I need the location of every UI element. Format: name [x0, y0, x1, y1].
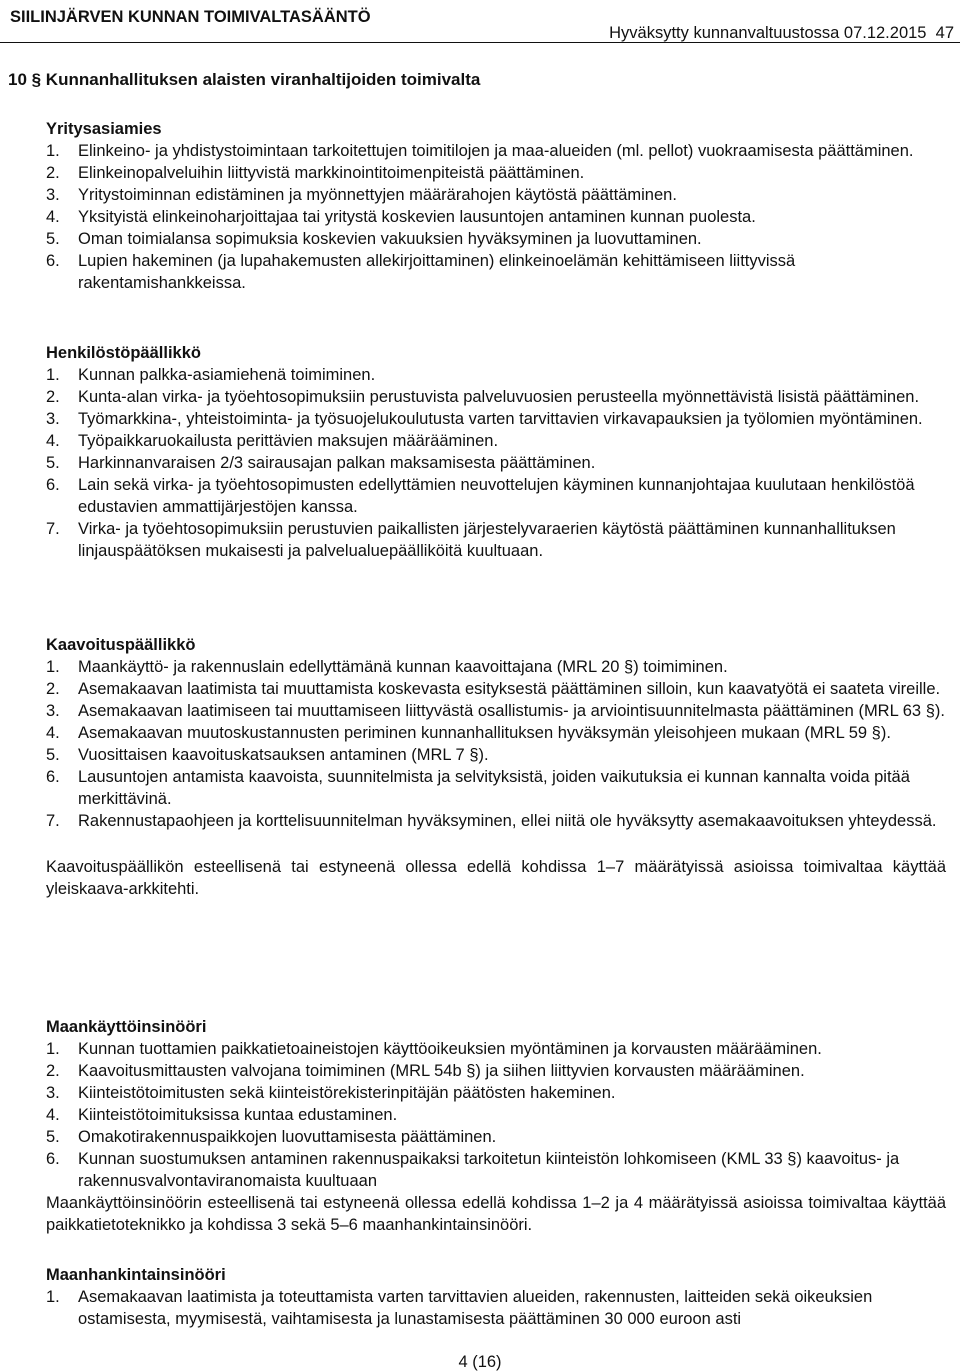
section-heading: Yritysasiamies — [46, 120, 162, 138]
item-text: Kunnan palkka-asiamiehenä toimiminen. — [78, 366, 376, 384]
item-text: Kunnan tuottamien paikkatietoaineistojen käyttöoikeuksien myöntäminen ja korvausten määrääminen. — [78, 1040, 822, 1058]
item-text: Asemakaavan laatimista tai muuttamista koskevasta esityksestä päättäminen silloin, kun kaavatyötä ei saateta vireille. — [78, 680, 941, 698]
list-item — [0, 452, 960, 474]
item-list — [0, 140, 960, 294]
substitute-note: Maankäyttöinsinöörin esteellisenä tai estyneenä ollessa edellä kohdissa 1–2 ja 4 määrätyissä asioissa toimivaltaa käyttää paikkatietoteknikko ja kohdissa 3 sekä 5–6 maanhankintainsinööri. — [46, 1194, 946, 1234]
list-item — [0, 656, 960, 678]
list-item — [0, 678, 960, 700]
item-text: Virka- ja työehtosopimuksiin perustuvien paikallisten järjestelyvaraerien käytöstä päättäminen kunnanhallituksen linjauspäätöksen mukaisesti ja palvelualuepäälliköitä kuultuaan. — [78, 520, 896, 560]
item-number: 5. — [46, 746, 60, 764]
section-maankayttoinsinoori — [0, 1016, 960, 1236]
item-text: Kunta-alan virka- ja työehtosopimuksiin perustuvista palveluvuosien perusteella myönnettävistä lisistä päättäminen. — [78, 388, 920, 406]
item-text: Omakotirakennuspaikkojen luovuttamisesta päättäminen. — [78, 1128, 497, 1146]
list-item — [0, 250, 960, 294]
item-list — [0, 656, 960, 832]
item-number: 3. — [46, 1084, 60, 1102]
item-text: Työmarkkina-, yhteistoiminta- ja työsuojelukoulutusta varten tarvittavien virkavapauksien ja työlomien myöntäminen. — [78, 410, 923, 428]
item-text: Lain sekä virka- ja työehtosopimusten edellyttämien neuvottelujen käyminen kunnanjohtajaa kuulutaan henkilöstöä edustavien ammattijärjestöjen kanssa. — [78, 476, 915, 516]
section-maanhankintainsinoori — [0, 1264, 960, 1330]
list-item — [0, 206, 960, 228]
list-item — [0, 810, 960, 832]
header-page-number: 47 — [935, 24, 954, 42]
list-item — [0, 1286, 960, 1330]
item-text: Rakennustapaohjeen ja korttelisuunnitelman hyväksyminen, ellei niitä ole hyväksytty asemakaavoituksen yhteydessä. — [78, 812, 937, 830]
item-text: Yritystoiminnan edistäminen ja myönnettyjen määrärahojen käytöstä päättäminen. — [78, 186, 677, 204]
item-number: 4. — [46, 208, 60, 226]
list-item — [0, 1148, 960, 1192]
item-text: Maankäyttö- ja rakennuslain edellyttämänä kunnan kaavoittajana (MRL 20 §) toimiminen. — [78, 658, 728, 676]
list-item — [0, 518, 960, 562]
section-henkilostopaallikko — [0, 342, 960, 562]
item-number: 3. — [46, 186, 60, 204]
footer-page-number: 4 (16) — [458, 1353, 502, 1371]
list-item — [0, 1104, 960, 1126]
item-number: 1. — [46, 1288, 60, 1306]
item-number: 7. — [46, 520, 60, 538]
item-number: 5. — [46, 1128, 60, 1146]
item-number: 2. — [46, 388, 60, 406]
item-number: 3. — [46, 410, 60, 428]
approval-info — [609, 24, 954, 42]
section-heading: Kaavoituspäällikkö — [46, 636, 196, 654]
item-text: Asemakaavan muutoskustannusten periminen kunnanhallituksen hyväksymän yleisohjeen mukaan (MRL 59 §). — [78, 724, 891, 742]
list-item — [0, 1060, 960, 1082]
list-item — [0, 1126, 960, 1148]
list-item — [0, 766, 960, 810]
item-text: Lausuntojen antamista kaavoista, suunnitelmista ja selvityksistä, joiden vaikutuksia ei kunnan kannalta voida pitää merkittävinä. — [78, 768, 910, 808]
item-number: 2. — [46, 164, 60, 182]
item-number: 6. — [46, 476, 60, 494]
item-number: 2. — [46, 680, 60, 698]
item-number: 4. — [46, 724, 60, 742]
item-number: 3. — [46, 702, 60, 720]
list-item — [0, 386, 960, 408]
page-footer — [0, 1352, 960, 1372]
list-item — [0, 140, 960, 162]
item-number: 2. — [46, 1062, 60, 1080]
item-text: Asemakaavan laatimista ja toteuttamista varten tarvittavien alueiden, rakennusten, laitteiden sekä oikeuksien ostamisesta, myymisestä, vaihtamisesta ja lunastamisesta päättäminen 30 000 euroon asti — [78, 1288, 873, 1328]
item-number: 4. — [46, 1106, 60, 1124]
item-text: Yksityistä elinkeinoharjoittajaa tai yritystä koskevien lausuntojen antaminen kunnan puolesta. — [78, 208, 756, 226]
list-item — [0, 722, 960, 744]
item-text: Oman toimialansa sopimuksia koskevien vakuuksien hyväksyminen ja luovuttaminen. — [78, 230, 702, 248]
approval-text: Hyväksytty kunnanvaltuustossa 07.12.2015 — [609, 24, 927, 42]
item-text: Kunnan suostumuksen antaminen rakennuspaikaksi tarkoitetun kiinteistön lohkomiseen (KML 33 §) kaavoitus- ja rakennusvalvontaviranomaista kuultuaan — [78, 1150, 900, 1190]
item-number: 1. — [46, 366, 60, 384]
item-text: Elinkeinopalveluihin liittyvistä markkinointitoimenpiteistä päättäminen. — [78, 164, 585, 182]
list-item — [0, 700, 960, 722]
item-number: 1. — [46, 142, 60, 160]
item-list — [0, 364, 960, 562]
item-text: Harkinnanvaraisen 2/3 sairausajan palkan maksamisesta päättäminen. — [78, 454, 596, 472]
list-item — [0, 430, 960, 452]
list-item — [0, 184, 960, 206]
item-number: 6. — [46, 768, 60, 786]
item-number: 1. — [46, 658, 60, 676]
item-text: Lupien hakeminen (ja lupahakemusten allekirjoittaminen) elinkeinoelämän kehittämiseen liittyvissä rakentamishankkeissa. — [78, 252, 796, 292]
list-item — [0, 474, 960, 518]
list-item — [0, 364, 960, 386]
item-text: Työpaikkaruokailusta perittävien maksujen määrääminen. — [78, 432, 499, 450]
list-item — [0, 1038, 960, 1060]
document-title: SIILINJÄRVEN KUNNAN TOIMIVALTASÄÄNTÖ — [10, 8, 371, 26]
list-item — [0, 408, 960, 430]
item-text: Kiinteistötoimituksissa kuntaa edustaminen. — [78, 1106, 398, 1124]
item-text: Elinkeino- ja yhdistystoimintaan tarkoitettujen toimitilojen ja maa-alueiden (ml. pellot) vuokraamisesta päättäminen. — [78, 142, 914, 160]
item-number: 4. — [46, 432, 60, 450]
section-kaavoituspaallikko — [0, 634, 960, 900]
item-text: Kaavoitusmittausten valvojana toimiminen (MRL 54b §) ja siihen liittyvien korvausten määrääminen. — [78, 1062, 805, 1080]
list-item — [0, 1082, 960, 1104]
item-text: Asemakaavan laatimiseen tai muuttamiseen liittyvästä osallistumis- ja arviointisuunnitelmasta päättäminen (MRL 63 §). — [78, 702, 945, 720]
item-number: 5. — [46, 454, 60, 472]
item-number: 1. — [46, 1040, 60, 1058]
item-list — [0, 1038, 960, 1192]
list-item — [0, 162, 960, 184]
item-text: Kiinteistötoimitusten sekä kiinteistörekisterinpitäjän päätösten hakeminen. — [78, 1084, 616, 1102]
item-number: 6. — [46, 1150, 60, 1168]
item-list — [0, 1286, 960, 1330]
section-yritysasiamies — [0, 118, 960, 294]
section-heading: Maankäyttöinsinööri — [46, 1018, 207, 1036]
item-number: 6. — [46, 252, 60, 270]
item-text: Vuosittaisen kaavoituskatsauksen antaminen (MRL 7 §). — [78, 746, 489, 764]
item-number: 5. — [46, 230, 60, 248]
list-item — [0, 228, 960, 250]
section-heading: Maanhankintainsinööri — [46, 1266, 226, 1284]
section-heading: Henkilöstöpäällikkö — [46, 344, 201, 362]
header-rule — [0, 42, 960, 43]
substitute-note: Kaavoituspäällikön esteellisenä tai estyneenä ollessa edellä kohdissa 1–7 määrätyissä asioissa toimivaltaa käyttää yleiskaava-arkkitehti. — [46, 858, 946, 898]
list-item — [0, 744, 960, 766]
page-header — [0, 0, 960, 42]
section-title: 10 § Kunnanhallituksen alaisten viranhaltijoiden toimivalta — [8, 70, 481, 89]
item-number: 7. — [46, 812, 60, 830]
